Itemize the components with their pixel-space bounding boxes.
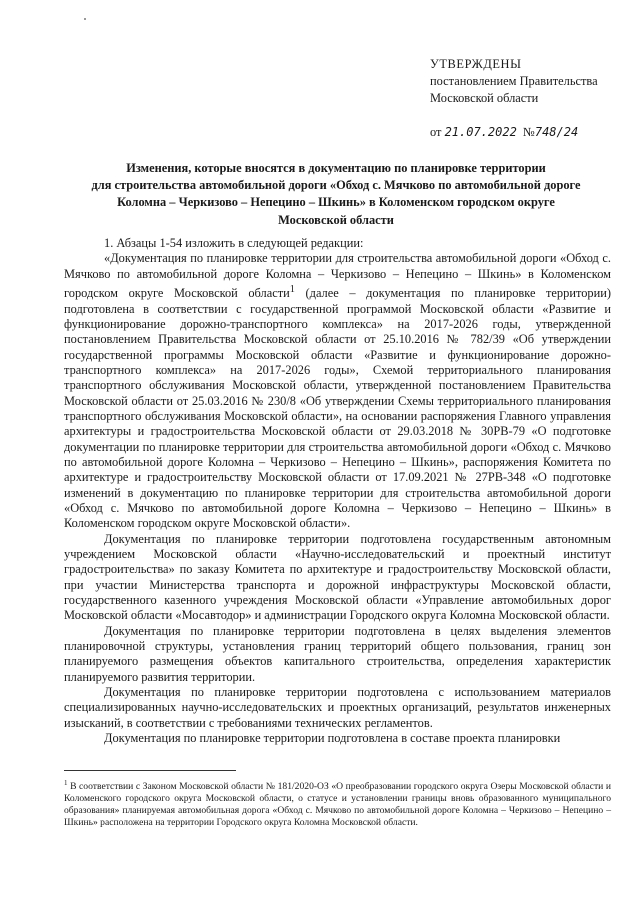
document-body (64, 236, 611, 746)
document-heading (64, 160, 608, 229)
paragraph-5: Документация по планировке территории подготовлена с использованием материалов специализированных научно-исследовательских и проектных организаций, результатов инженерных изысканий, в соответствии с требованиями технических регламентов. (64, 685, 611, 730)
approval-date-line (430, 124, 598, 141)
approval-number: 748/24 (534, 125, 579, 139)
heading-line4: Московской области (278, 212, 394, 227)
footnote (64, 777, 611, 829)
paragraph-1: 1. Абзацы 1-54 изложить в следующей редакции: (104, 236, 364, 250)
paragraph-2-start: «Документация по планировке территории для строительства автомобильной дороги «Обход с. Мячково по автомобильной дороге Коломна – Черкизово – Непецино – Шкинь» в Коломенском городском округе Московской области (64, 251, 611, 301)
footnote-mark: 1 (64, 779, 68, 787)
paragraph-2 (64, 251, 611, 531)
footnote-ref: 1 (289, 284, 295, 296)
approval-date: 21.07.2022 (444, 125, 517, 139)
footnote-divider (64, 770, 236, 771)
scan-speck (84, 18, 86, 20)
heading-line3: Коломна – Черкизово – Непецино – Шкинь» в Коломенском городском округе (117, 195, 555, 210)
number-prefix: № (523, 125, 535, 139)
paragraph-3: Документация по планировке территории подготовлена государственным автономным учреждением Московской области «Научно-исследовательский и проектный институт градостроительства» по заказу Комитета по архитектуре и градостроительству Московской области, при участии Министерства транспорта и дорожной инфраструктуры Московской области, государственного казенного учреждения Московской области «Управление автомобильных дорог Московской области «Мосавтодор» и администрации Городского округа Коломна Московской области. (64, 531, 611, 623)
approval-title: УТВЕРЖДЕНЫ (430, 57, 522, 71)
paragraph-4: Документация по планировке территории подготовлена в целях выделения элементов планировочной структуры, установления границ территорий общего пользования, границ зон планируемого размещения объектов капитального строительства, определения характеристик планируемого развития территории. (64, 623, 611, 684)
paragraph-6: Документация по планировке территории подготовлена в составе проекта планировки (104, 731, 561, 746)
footnote-text: В соответствии с Законом Московской области № 181/2020-ОЗ «О преобразовании городского округа Озеры Московской области и Коломенского городского округа Московской области, о статусе и установлении границы вновь образованного муниципального образования» планируемая автомобильная дорога «Обход с. Мячково по автомобильной дороге Коломна – Черкизово – Непецино – Шкинь» расположена на территории Городского округа Коломна Московской области. (64, 781, 611, 829)
heading-line1: Изменения, которые вносятся в документацию по планировке территории (126, 161, 546, 175)
approval-block (430, 56, 598, 141)
heading-line2: для строительства автомобильной дороги «Обход с. Мячково по автомобильной дороге (91, 178, 581, 193)
date-prefix: от (430, 125, 442, 139)
approval-line2: Московской области (430, 91, 539, 105)
approval-line1: постановлением Правительства (430, 74, 598, 88)
paragraph-2-rest: (далее – документация по планировке территории) подготовлена в соответствии с государственной программой Московской области «Развитие и функционирование дорожно-транспортного комплекса» на 2017-2026 годы, утвержденной постановлением Правительства Московской области от 25.10.2016 № 782/39 «Об утверждении государственной программы Московской области «Развитие и функционирование дорожно-транспортного комплекса» на 2017-2026 годы», Схемой территориального планирования транспортного обслуживания Московской области, утвержденной постановлением Правительства Московской области от 25.03.2016 № 230/8 «Об утверждении Схемы территориального планирования транспортного обслуживания Московской области», на основании распоряжения Главного управления архитектуры и градостроительства Московской области от 29.03.2018 № 30РВ-79 «О подготовке документации по планировке территории для строительства автомобильной дороги «Обход с. Мячково по автомобильной дороге Коломна – Черкизово – Непецино – Шкинь», распоряжения Комитета по архитектуре и градостроительству Московской области от 17.09.2021 № 27РВ-348 «О подготовке изменений в документацию по планировке территории для строительства автомобильной дороги «Обход с. Мячково по автомобильной дороге Коломна – Черкизово – Непецино – Шкинь» в Коломенском городском округе Московской области». (64, 286, 611, 531)
